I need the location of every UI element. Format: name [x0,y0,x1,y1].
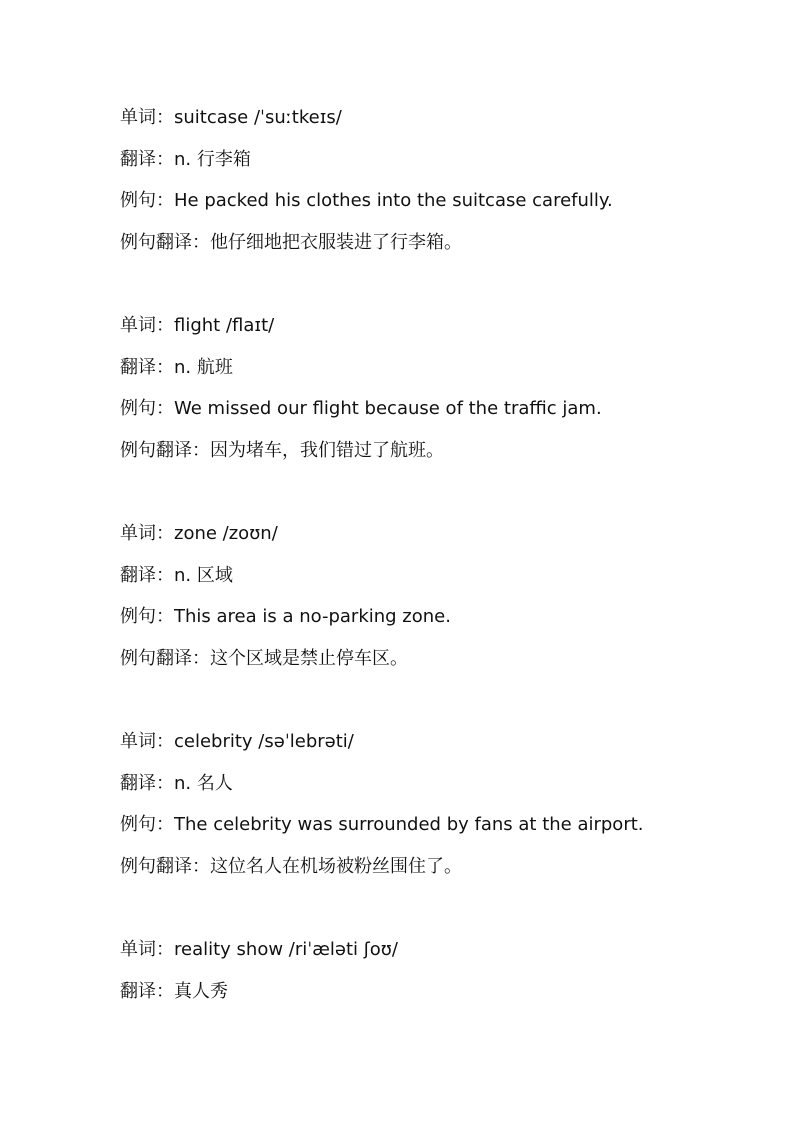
word-line [120,108,760,150]
example-translation-line [120,857,760,899]
translation-value: n. 行李箱 [174,148,251,170]
word-value: flight /flaɪt/ [174,315,275,336]
example-label: 例句： [120,606,174,628]
example-translation-value: 这位名人在机场被粉丝围住了。 [210,855,462,877]
example-line [120,607,760,649]
word-value: zone /zoʊn/ [174,523,278,544]
vocab-entry [120,940,760,1023]
example-label: 例句： [120,398,174,420]
word-label: 单词： [120,107,174,128]
example-translation-label: 例句翻译： [120,647,210,669]
vocab-entry [120,732,760,898]
translation-value: n. 名人 [174,772,233,794]
translation-value: n. 航班 [174,356,233,378]
translation-line [120,774,760,816]
example-label: 例句： [120,190,174,212]
example-translation-line [120,649,760,691]
translation-label: 翻译： [120,564,174,586]
word-value: reality show /riˈæləti ʃoʊ/ [174,939,398,960]
example-translation-line [120,441,760,483]
example-line [120,815,760,857]
example-translation-value: 他仔细地把衣服装进了行李箱。 [210,231,462,253]
vocab-entry [120,316,760,482]
word-line [120,524,760,566]
example-translation-label: 例句翻译： [120,231,210,253]
word-label: 单词： [120,523,174,544]
example-line [120,399,760,441]
translation-label: 翻译： [120,148,174,170]
vocab-entry [120,108,760,274]
word-label: 单词： [120,731,174,752]
translation-value: n. 区域 [174,564,233,586]
example-translation-label: 例句翻译： [120,439,210,461]
example-label: 例句： [120,814,174,836]
example-translation-line [120,233,760,275]
translation-line [120,566,760,608]
example-value: He packed his clothes into the suitcase carefully. [174,190,613,212]
word-label: 单词： [120,315,174,336]
example-line [120,191,760,233]
word-line [120,316,760,358]
example-translation-value: 这个区域是禁止停车区。 [210,647,408,669]
word-value: celebrity /səˈlebrəti/ [174,731,354,752]
translation-label: 翻译： [120,772,174,794]
translation-value: 真人秀 [174,980,228,1002]
example-translation-label: 例句翻译： [120,855,210,877]
example-translation-value: 因为堵车，我们错过了航班。 [210,439,444,461]
translation-label: 翻译： [120,356,174,378]
example-value: We missed our flight because of the traffic jam. [174,398,602,420]
translation-label: 翻译： [120,980,174,1002]
translation-line [120,150,760,192]
example-value: The celebrity was surrounded by fans at the airport. [174,814,644,836]
word-line [120,940,760,982]
word-label: 单词： [120,939,174,960]
vocab-entry [120,524,760,690]
translation-line [120,982,760,1024]
translation-line [120,358,760,400]
word-value: suitcase /ˈsuːtkeɪs/ [174,107,342,128]
word-line [120,732,760,774]
example-value: This area is a no-parking zone. [174,606,451,628]
